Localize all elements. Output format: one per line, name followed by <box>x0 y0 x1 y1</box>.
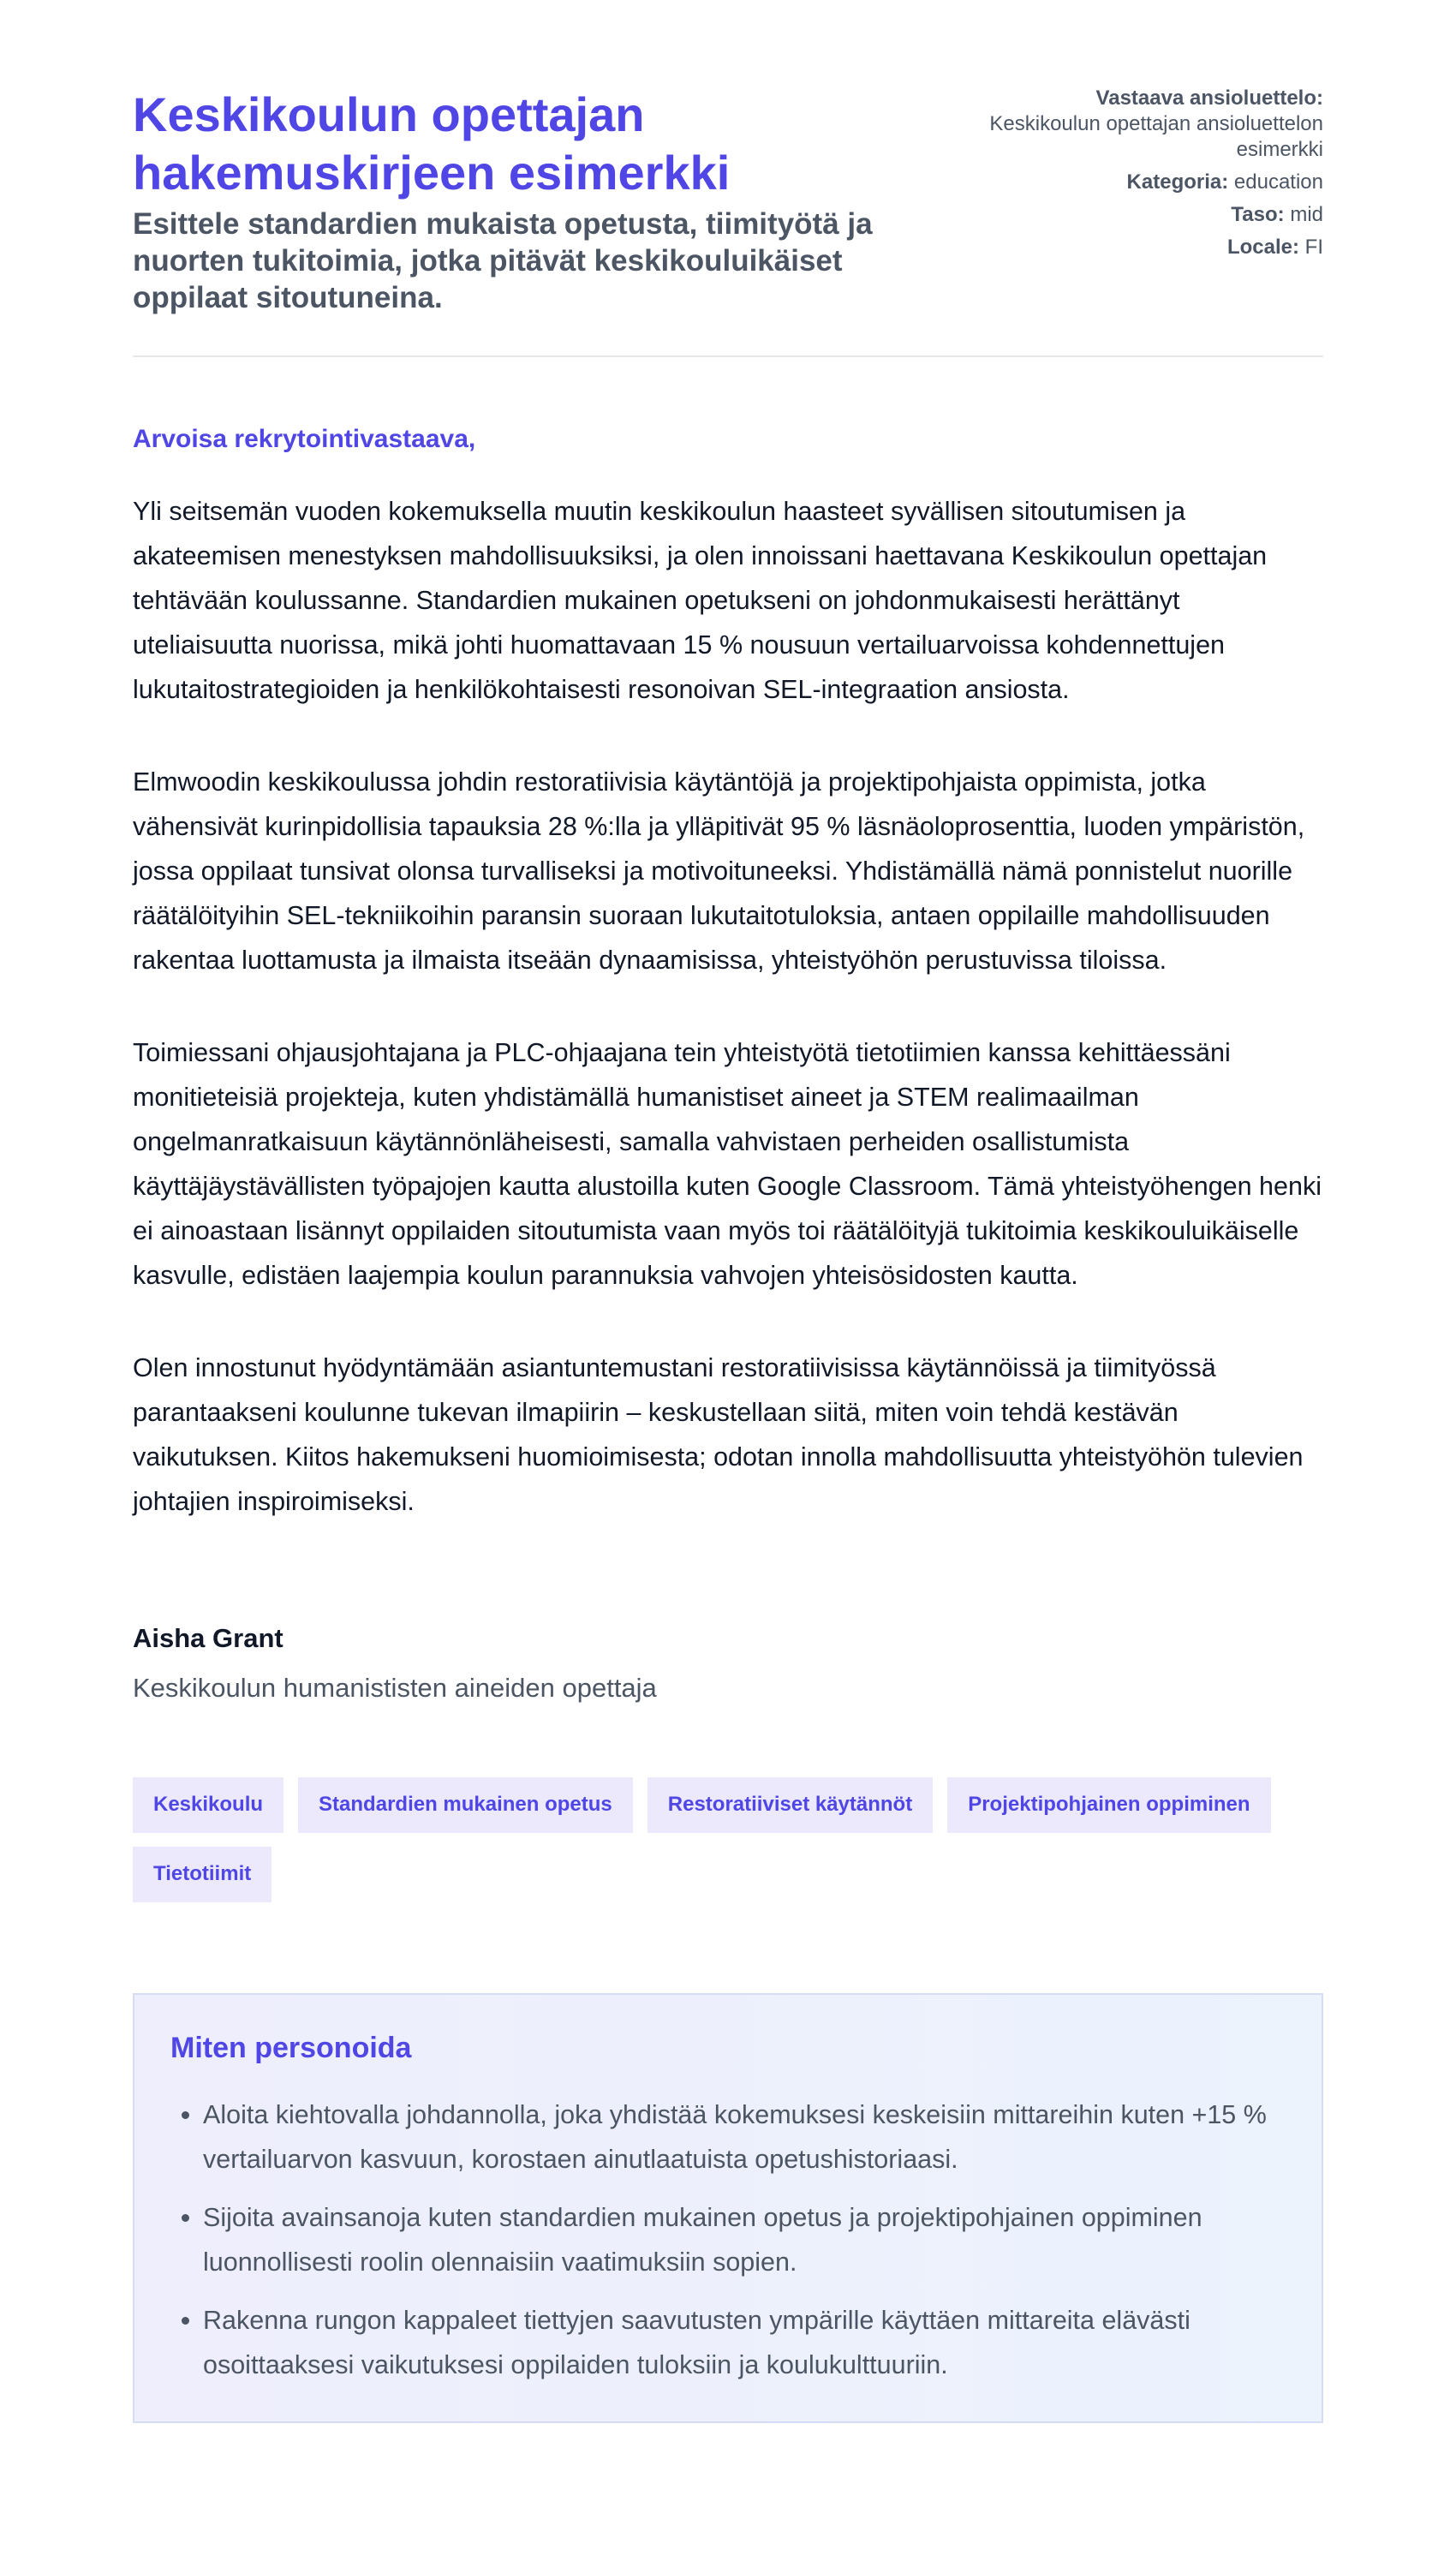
signature-name: Aisha Grant <box>133 1623 283 1653</box>
tag-chip[interactable]: Projektipohjainen oppiminen <box>947 1777 1270 1833</box>
title-block <box>133 86 921 316</box>
meta-resume-label: Vastaava ansioluettelo: <box>1095 87 1323 110</box>
tag-chip[interactable]: Tietotiimit <box>133 1847 272 1902</box>
tip-item: • Rakenna rungon kappaleet tiettyjen saavutusten ympärille käyttäen mittareita elävästi osoittaaksesi vaikutuksesi oppilaiden tuloksiin ja koulukulttuuriin. <box>203 2298 1286 2387</box>
meta-level-label: Taso: <box>1231 203 1285 226</box>
tag-list <box>133 1777 1323 1902</box>
tip-item: • Aloita kiehtovalla johdannolla, joka yhdistää kokemuksesi keskeisiin mittareihin kuten +15 % vertailuarvon kasvuun, korostaen ainutlaatuista opetushistoriaasi. <box>203 2092 1286 2182</box>
tag-chip[interactable]: Keskikoulu <box>133 1777 283 1833</box>
meta-level-value: mid <box>1290 203 1323 226</box>
personalization-tips-box <box>133 1993 1323 2423</box>
signature <box>133 1621 1323 1705</box>
header-divider <box>133 355 1323 357</box>
tip-item: • Sijoita avainsanoja kuten standardien mukainen opetus ja projektipohjainen oppiminen luonnollisesti roolin olennaisiin vaatimuksiin sopien. <box>203 2195 1286 2284</box>
letter-body <box>133 489 1323 1524</box>
letter-paragraph: Elmwoodin keskikoulussa johdin restoratiivisia käytäntöjä ja projektipohjaista oppimista, jotka vähensivät kurinpidollisia tapauksia 28 %:lla ja ylläpitivät 95 % läsnäoloprosenttia, luoden ympäristön, jossa oppilaat tunsivat olonsa turvalliseksi ja motivoituneeksi. Yhdistämällä nämä ponnistelut nuorille räätälöityihin SEL-tekniikoihin paransin suoraan lukutaitotuloksia, antaen oppilaille mahdollisuuden rakentaa luottamusta ja ilmaista itseään dynaamisissa, yhteistyöhön perustuvissa tiloissa. <box>133 767 1305 975</box>
meta-locale <box>964 235 1323 260</box>
page-subtitle: Esittele standardien mukaista opetusta, tiimityötä ja nuorten tukitoimia, jotka pitävät keskikouluikäiset oppilaat sitoutuneina. <box>133 207 873 314</box>
tag-chip[interactable]: Restoratiiviset käytännöt <box>647 1777 933 1833</box>
tips-list <box>170 2092 1286 2387</box>
meta-panel <box>964 86 1323 267</box>
meta-resume-link[interactable]: Keskikoulun opettajan ansioluettelon esimerkki <box>989 112 1323 161</box>
letter-paragraph: Toimiessani ohjausjohtajana ja PLC-ohjaajana tein yhteistyötä tietotiimien kanssa kehittäessäni monitieteisiä projekteja, kuten yhdistämällä humanistiset aineet ja STEM realimaailman ongelmanratkaisuun käytännönläheisesti, samalla vahvistaen perheiden osallistumista käyttäjäystävällisten työpajojen kautta alustoilla kuten Google Classroom. Tämä yhteistyöhengen henki ei ainoastaan lisännyt oppilaiden sitoutumista vaan myös toi räätälöityjä tukitoimia keskikouluikäiselle kasvulle, edistäen laajempia koulun parannuksia vahvojen yhteisösidosten kautta. <box>133 1038 1322 1290</box>
meta-category-label: Kategoria: <box>1126 170 1229 194</box>
meta-category-value: education <box>1233 170 1323 194</box>
tips-title: Miten personoida <box>170 2032 412 2064</box>
page-header <box>133 86 1323 316</box>
meta-level <box>964 202 1323 228</box>
signature-title: Keskikoulun humanististen aineiden opettaja <box>133 1673 657 1703</box>
meta-locale-label: Locale: <box>1226 236 1299 259</box>
tag-chip[interactable]: Standardien mukainen opetus <box>298 1777 633 1833</box>
meta-resume <box>964 86 1323 163</box>
page-title: Keskikoulun opettajan hakemuskirjeen esimerkki <box>133 87 731 200</box>
salutation: Arvoisa rekrytointivastaava, <box>133 425 476 453</box>
meta-category <box>964 170 1323 195</box>
meta-locale-value: FI <box>1304 236 1323 259</box>
letter-paragraph: Olen innostunut hyödyntämään asiantuntemustani restoratiivisissa käytännöissä ja tiimityössä parantaakseni koulunne tukevan ilmapiirin – keskustellaan siitä, miten voin tehdä kestävän vaikutuksen. Kiitos hakemukseni huomioimisesta; odotan innolla mahdollisuutta yhteistyöhön tulevien johtajien inspiroimiseksi. <box>133 1353 1304 1516</box>
letter-paragraph: Yli seitsemän vuoden kokemuksella muutin keskikoulun haasteet syvällisen sitoutumisen ja akateemisen menestyksen mahdollisuuksiksi, ja olen innoissani haettavana Keskikoulun opettajan tehtävään koulussanne. Standardien mukainen opetukseni on johdonmukaisesti herättänyt uteliaisuutta nuorissa, mikä johti huomattavaan 15 % nousuun vertailuarvoissa kohdennettujen lukutaitostrategioiden ja henkilökohtaisesti resonoivan SEL-integraation ansiosta. <box>133 497 1268 704</box>
